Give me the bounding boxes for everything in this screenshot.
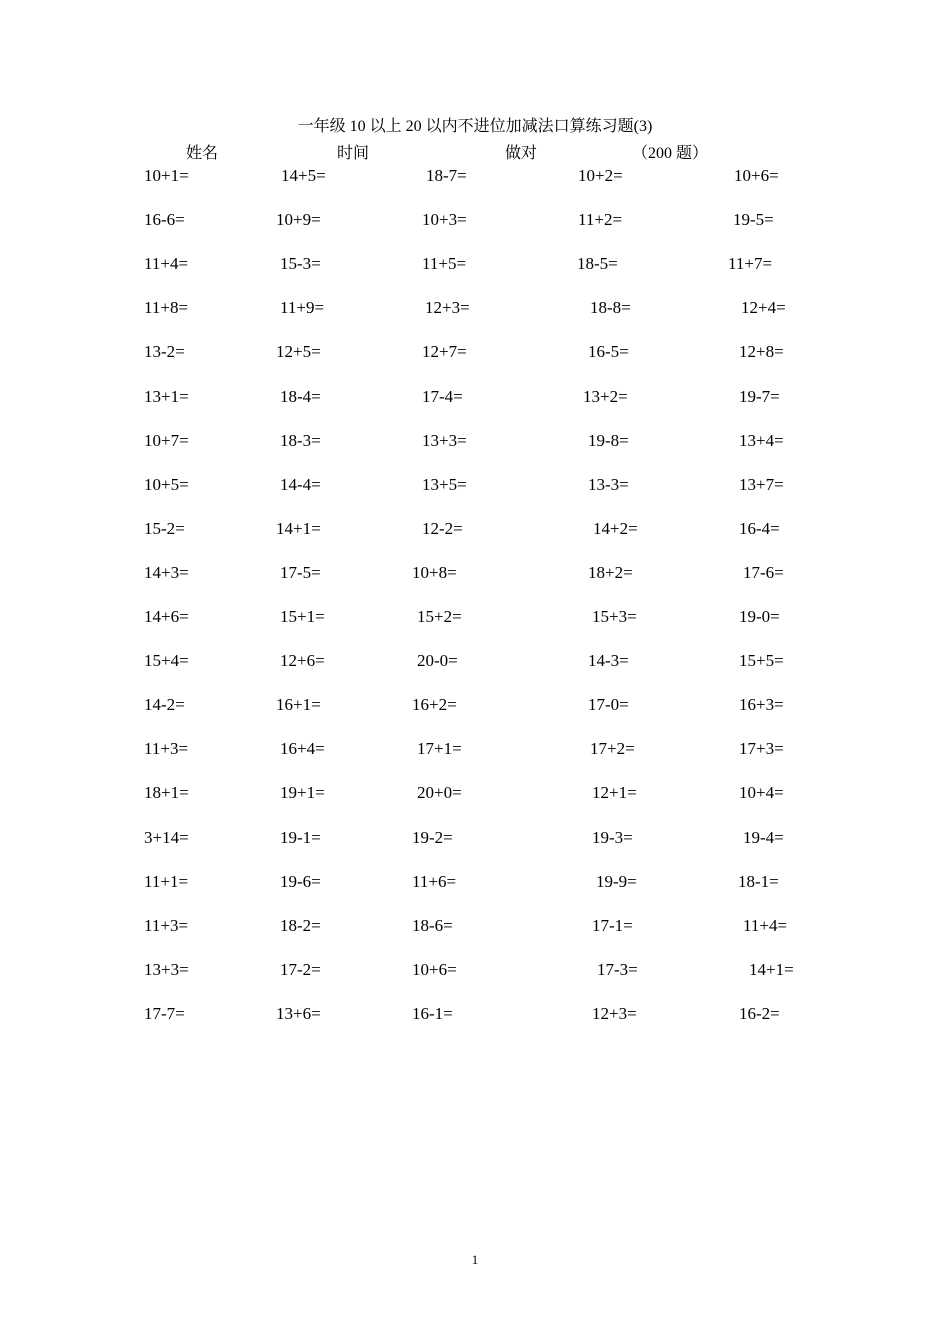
correct-label: 做对	[505, 145, 538, 162]
arithmetic-problem: 15+5=	[739, 651, 784, 671]
arithmetic-problem: 10+6=	[734, 166, 779, 185]
problem-row	[0, 914, 950, 938]
arithmetic-problem: 11+7=	[728, 254, 773, 274]
arithmetic-problem: 12+8=	[739, 342, 784, 362]
problem-row	[0, 781, 950, 805]
arithmetic-problem: 13+3=	[144, 959, 189, 979]
arithmetic-problem: 13+1=	[144, 386, 189, 406]
page-title: 一年级 10 以上 20 以内不进位加减法口算练习题(3)	[297, 118, 653, 135]
arithmetic-problem: 12+3=	[425, 298, 470, 318]
arithmetic-problem: 17-6=	[743, 562, 784, 582]
arithmetic-problem: 16-2=	[739, 1003, 780, 1023]
arithmetic-problem: 17+1=	[417, 739, 462, 759]
arithmetic-problem: 17-1=	[592, 915, 633, 935]
arithmetic-problem: 13+4=	[739, 430, 784, 450]
arithmetic-problem: 13-3=	[588, 474, 629, 494]
page-number: 1	[471, 1252, 479, 1267]
arithmetic-problem: 12+1=	[592, 783, 637, 803]
problem-row	[0, 693, 950, 717]
name-label: 姓名	[186, 145, 219, 162]
arithmetic-problem: 11+3=	[144, 915, 189, 935]
problem-count-label: （200 题）	[632, 145, 709, 162]
problem-row	[0, 649, 950, 673]
arithmetic-problem: 16+2=	[412, 695, 457, 715]
arithmetic-problem: 13+3=	[422, 430, 467, 450]
arithmetic-problem: 18-7=	[426, 166, 467, 185]
arithmetic-problem: 11+8=	[144, 298, 189, 318]
arithmetic-problem: 16-5=	[588, 342, 629, 362]
arithmetic-problem: 14-2=	[144, 695, 185, 715]
arithmetic-problem: 19-6=	[280, 871, 321, 891]
arithmetic-problem: 16+4=	[280, 739, 325, 759]
arithmetic-problem: 12+5=	[276, 342, 321, 362]
arithmetic-problem: 20+0=	[417, 783, 462, 803]
arithmetic-problem: 19-7=	[739, 386, 780, 406]
problem-row	[0, 473, 950, 497]
problem-row	[0, 605, 950, 629]
arithmetic-problem: 19-9=	[596, 871, 637, 891]
arithmetic-problem: 16+3=	[739, 695, 784, 715]
arithmetic-problem: 18-8=	[590, 298, 631, 318]
arithmetic-problem: 14+1=	[276, 518, 321, 538]
arithmetic-problem: 3+14=	[144, 827, 189, 847]
arithmetic-problem: 19-5=	[733, 210, 774, 230]
arithmetic-problem: 13+5=	[422, 474, 467, 494]
arithmetic-problem: 17-5=	[280, 562, 321, 582]
arithmetic-problem: 18-5=	[577, 254, 618, 274]
arithmetic-problem: 18-6=	[412, 915, 453, 935]
arithmetic-problem: 16-1=	[412, 1003, 453, 1023]
arithmetic-problem: 18-1=	[738, 871, 779, 891]
arithmetic-problem: 20-0=	[417, 651, 458, 671]
arithmetic-problem: 14+5=	[281, 166, 326, 185]
arithmetic-problem: 10+5=	[144, 474, 189, 494]
arithmetic-problem: 19-2=	[412, 827, 453, 847]
problem-row	[0, 208, 950, 232]
arithmetic-problem: 17-0=	[588, 695, 629, 715]
arithmetic-problem: 19-4=	[743, 827, 784, 847]
arithmetic-problem: 10+4=	[739, 783, 784, 803]
arithmetic-problem: 15-2=	[144, 518, 185, 538]
arithmetic-problem: 11+4=	[144, 254, 189, 274]
arithmetic-problem: 13+2=	[583, 386, 628, 406]
arithmetic-problem: 13+7=	[739, 474, 784, 494]
arithmetic-problem: 10+8=	[412, 562, 457, 582]
arithmetic-problem: 15-3=	[280, 254, 321, 274]
arithmetic-problem: 14-3=	[588, 651, 629, 671]
arithmetic-problem: 14+1=	[749, 959, 794, 979]
arithmetic-problem: 13-2=	[144, 342, 185, 362]
problem-row	[0, 340, 950, 364]
arithmetic-problem: 15+4=	[144, 651, 189, 671]
arithmetic-problem: 16-6=	[144, 210, 185, 230]
arithmetic-problem: 10+3=	[422, 210, 467, 230]
arithmetic-problem: 12+4=	[741, 298, 786, 318]
arithmetic-problem: 10+7=	[144, 430, 189, 450]
arithmetic-problem: 16+1=	[276, 695, 321, 715]
arithmetic-problem: 16-4=	[739, 518, 780, 538]
arithmetic-problem: 11+5=	[422, 254, 467, 274]
arithmetic-problem: 10+2=	[578, 166, 623, 185]
arithmetic-problem: 12-2=	[422, 518, 463, 538]
arithmetic-problem: 14+2=	[593, 518, 638, 538]
arithmetic-problem: 11+1=	[144, 871, 189, 891]
arithmetic-problem: 11+9=	[280, 298, 325, 318]
arithmetic-problem: 17-3=	[597, 959, 638, 979]
problem-row	[0, 958, 950, 982]
arithmetic-problem: 18+2=	[588, 562, 633, 582]
arithmetic-problem: 14+3=	[144, 562, 189, 582]
arithmetic-problem: 17+3=	[739, 739, 784, 759]
arithmetic-problem: 19-3=	[592, 827, 633, 847]
arithmetic-problem: 15+3=	[592, 607, 637, 626]
arithmetic-problem: 11+4=	[743, 915, 788, 935]
problem-row	[0, 737, 950, 761]
arithmetic-problem: 17-4=	[422, 386, 463, 406]
arithmetic-problem: 10+1=	[144, 166, 189, 185]
arithmetic-problem: 11+3=	[144, 739, 189, 759]
arithmetic-problem: 18-2=	[280, 915, 321, 935]
arithmetic-problem: 13+6=	[276, 1003, 321, 1023]
problem-row	[0, 385, 950, 409]
arithmetic-problem: 19+1=	[280, 783, 325, 803]
arithmetic-problem: 18+1=	[144, 783, 189, 803]
problem-row	[0, 517, 950, 541]
time-label: 时间	[337, 145, 370, 162]
problem-row	[0, 561, 950, 585]
arithmetic-problem: 17-2=	[280, 959, 321, 979]
arithmetic-problem: 19-0=	[739, 607, 780, 626]
problem-row	[0, 826, 950, 850]
arithmetic-problem: 12+6=	[280, 651, 325, 671]
problem-row	[0, 429, 950, 453]
arithmetic-problem: 18-3=	[280, 430, 321, 450]
problem-row	[0, 252, 950, 276]
arithmetic-problem: 14+6=	[144, 607, 189, 626]
arithmetic-problem: 18-4=	[280, 386, 321, 406]
problem-row	[0, 296, 950, 320]
arithmetic-problem: 17-7=	[144, 1003, 185, 1023]
arithmetic-problem: 10+9=	[276, 210, 321, 230]
arithmetic-problem: 12+3=	[592, 1003, 637, 1023]
arithmetic-problem: 10+6=	[412, 959, 457, 979]
problem-row	[0, 870, 950, 894]
arithmetic-problem: 12+7=	[422, 342, 467, 362]
arithmetic-problem: 19-8=	[588, 430, 629, 450]
arithmetic-problem: 15+2=	[417, 607, 462, 626]
arithmetic-problem: 11+6=	[412, 871, 457, 891]
problem-row	[0, 164, 950, 188]
arithmetic-problem: 15+1=	[280, 607, 325, 626]
arithmetic-problem: 11+2=	[578, 210, 623, 230]
problem-row	[0, 1002, 950, 1026]
arithmetic-problem: 17+2=	[590, 739, 635, 759]
arithmetic-problem: 19-1=	[280, 827, 321, 847]
arithmetic-problem: 14-4=	[280, 474, 321, 494]
